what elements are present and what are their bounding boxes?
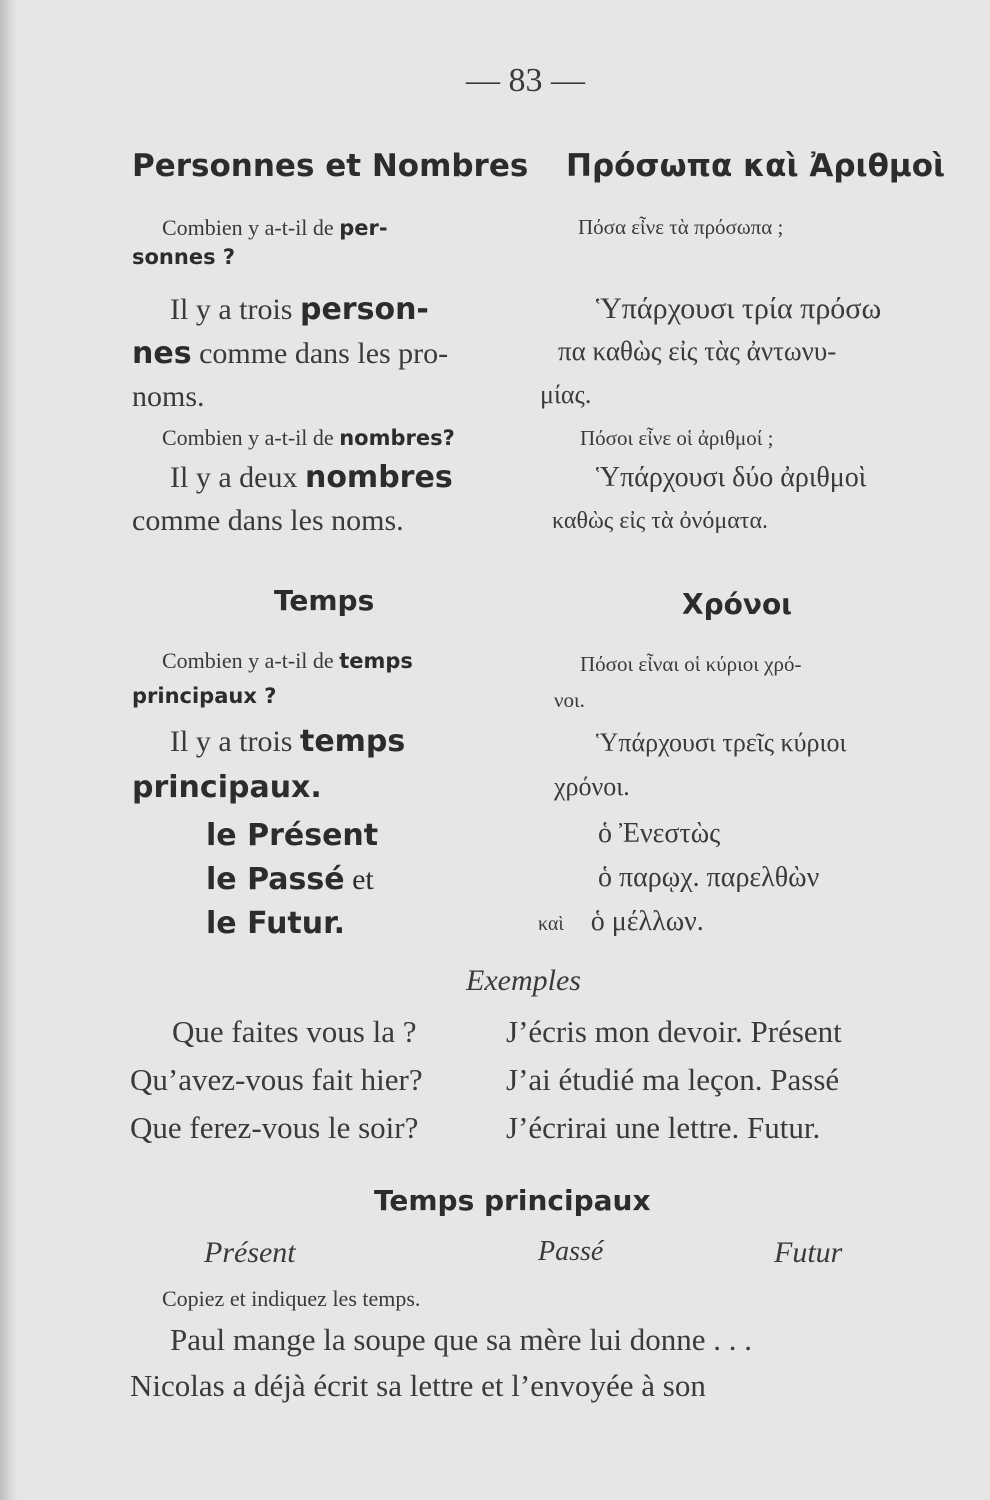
answer-temps-line1 (170, 724, 405, 759)
answer-bold: nombres (304, 460, 453, 495)
example-answer-1: J’écris mon devoir. Présent (506, 1014, 842, 1049)
answer-bold: nes (132, 336, 192, 371)
answer-greek-2-line1: Ὑπάρχουσι δύο ἀριθμοὶ (596, 462, 867, 493)
example-answer-2: J’ai étudié ma leçon. Passé (506, 1062, 840, 1097)
tense-name: Présent (247, 818, 379, 853)
heading-personnes-nombres: Personnes et Nombres (132, 148, 529, 184)
tense-article: le (206, 862, 248, 897)
answer-greek-3-line2: χρόνοι. (554, 772, 630, 801)
question-text: Combien y a-t-il de (162, 648, 340, 673)
question-temps-cont: principaux ? (132, 684, 277, 708)
tense-article: le (206, 906, 248, 941)
answer-text: Il y a deux (170, 461, 305, 494)
answer-greek-3-line1: Ὑπάρχουσι τρεῖς κύριοι (596, 728, 847, 757)
answer-greek-1-line1: Ὑπάρχουσι τρία πρόσω (596, 292, 882, 325)
greek-tense-2: ὁ παρῳχ. παρελθὼν (598, 862, 820, 893)
column-present: Présent (204, 1236, 296, 1269)
question-text: Combien y a-t-il de (162, 215, 334, 240)
example-answer-3: J’écrirai une lettre. Futur. (506, 1110, 821, 1145)
answer-bold: temps (299, 724, 406, 759)
question-personnes-cont: sonnes ? (132, 245, 236, 269)
answer-text: Il y a trois (170, 293, 300, 326)
greek-tense-3 (538, 906, 704, 938)
tense-name: Futur. (247, 906, 346, 941)
tense-passe (206, 862, 374, 897)
answer-nombres-line2: comme dans les noms. (132, 504, 404, 537)
question-nombres (162, 425, 455, 451)
example-question-3: Que ferez-vous le soir? (130, 1110, 419, 1145)
example-question-2: Qu’avez-vous fait hier? (130, 1062, 423, 1097)
tense-futur (206, 906, 345, 941)
answer-nombres-line1 (170, 460, 453, 495)
greek-tense-name: ὁ μέλλων. (590, 906, 704, 937)
example-question-1: Que faites vous la ? (172, 1014, 417, 1049)
question-greek-3-line2: νοι. (554, 688, 585, 712)
column-passe: Passé (538, 1236, 604, 1267)
exercise-instruction: Copiez et indiquez les temps. (162, 1286, 421, 1311)
examples-title: Exemples (466, 964, 581, 997)
tense-name: Passé (247, 862, 345, 897)
answer-text: Il y a trois (170, 725, 300, 758)
column-futur: Futur (774, 1236, 843, 1269)
question-greek-3-line1: Πόσοι εἶναι οἱ κύριοι χρό- (580, 652, 802, 676)
heading-temps-principaux: Temps principaux (374, 1184, 651, 1217)
question-greek-1: Πόσα εἶνε τὰ πρόσωπα ; (578, 215, 784, 239)
answer-greek-2-line2: καθὼς εἰς τὰ ὀνόματα. (552, 508, 769, 534)
question-text: Combien y a-t-il de (162, 425, 340, 450)
tense-present (206, 818, 378, 853)
answer-personnes-line1 (170, 292, 429, 327)
question-personnes (162, 215, 388, 241)
tense-conj: et (344, 863, 374, 896)
heading-temps: Temps (274, 584, 375, 617)
answer-greek-1-line2: πα καθὼς εἰς τὰς ἀντωνυ- (558, 336, 837, 366)
greek-tense-1: ὁ Ἐνεστὼς (598, 818, 721, 849)
page-edge (0, 0, 18, 1500)
heading-prosopa-arithmoi: Πρόσωπα καὶ Ἀριθμοὶ (566, 148, 946, 184)
greek-conj: καὶ (538, 913, 564, 935)
exercise-line-2: Nicolas a déjà écrit sa lettre et l’envoyée à son (130, 1368, 706, 1403)
answer-temps-line2: principaux. (132, 770, 322, 805)
question-bold: per- (339, 216, 388, 240)
question-greek-2: Πόσοι εἶνε οἱ ἀριθμοί ; (580, 426, 774, 450)
page-number: — 83 — (466, 62, 585, 99)
question-temps (162, 648, 413, 674)
heading-chronoi: Χρόνοι (682, 588, 793, 621)
answer-greek-1-line3: μίας. (540, 380, 592, 409)
exercise-line-1: Paul mange la soupe que sa mère lui donne . . . (170, 1322, 752, 1357)
question-bold: temps (339, 649, 413, 673)
question-bold: nombres? (339, 426, 455, 450)
answer-text: comme dans les pro- (191, 337, 449, 370)
answer-bold: person- (299, 292, 429, 327)
answer-personnes-line3: noms. (132, 380, 205, 413)
answer-personnes-line2 (132, 336, 448, 371)
tense-article: le (206, 818, 248, 853)
